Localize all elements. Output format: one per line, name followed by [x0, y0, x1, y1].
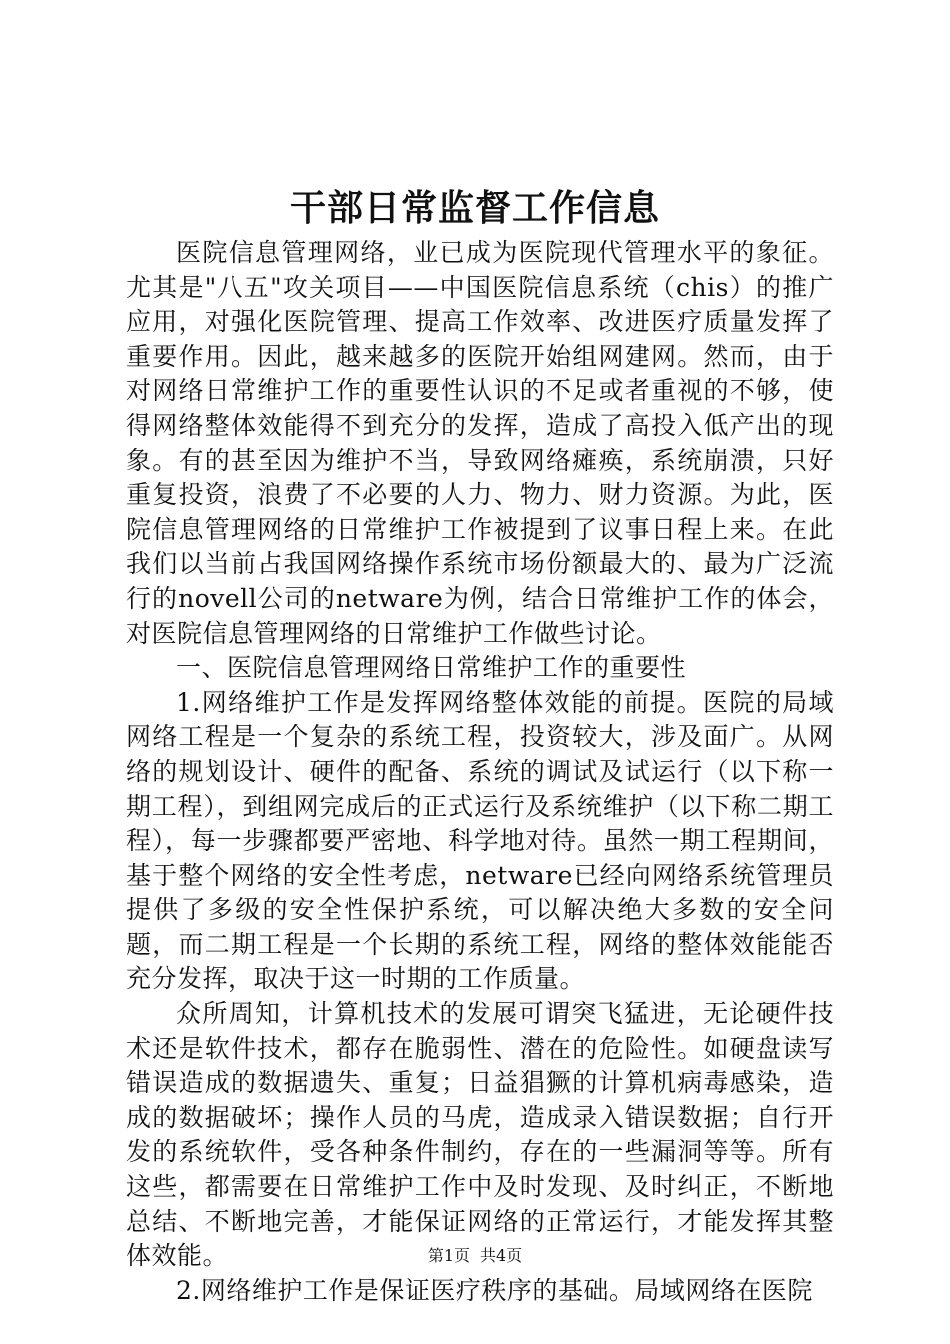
page-footer [0, 1244, 950, 1268]
document-body [126, 236, 834, 1308]
paragraph-tech-risks: 众所周知，计算机技术的发展可谓突飞猛进，无论硬件技术还是软件技术，都存在脆弱性、潜在的危险性。如硬盘读写错误造成的数据遗失、重复；日益猖獗的计算机病毒感染，造成的数据破坏；操作人员的马虎，造成录入错误数据；自行开发的系统软件，受各种条件制约，存在的一些漏洞等等。所有这些，都需要在日常维护工作中及时发现、及时纠正，不断地总结、不断地完善，才能保证网络的正常运行，才能发挥其整体效能。 [126, 999, 834, 1271]
page-number: 第1页 [427, 1246, 470, 1265]
section-heading-importance: 一、医院信息管理网络日常维护工作的重要性 [176, 653, 687, 683]
paragraph-point-2: 2.网络维护工作是保证医疗秩序的基础。局域网络在医院 [176, 1275, 813, 1305]
paragraph-point-1: 1.网络维护工作是发挥网络整体效能的前提。医院的局域网络工程是一个复杂的系统工程，投资较大，涉及面广。从网络的规划设计、硬件的配备、系统的调试及试运行（以下称一期工程），到组网完成后的正式运行及系统维护（以下称二期工程），每一步骤都要严密地、科学地对待。虽然一期工程期间，基于整个网络的安全性考虑，netware已经向网络系统管理员提供了多级的安全性保护系统，可以解决绝大多数的安全问题，而二期工程是一个长期的系统工程，网络的整体效能能否充分发挥，取决于这一时期的工作质量。 [126, 687, 834, 994]
document-title: 干部日常监督工作信息 [289, 187, 660, 229]
page-total: 共4页 [480, 1246, 523, 1265]
paragraph-intro: 医院信息管理网络，业已成为医院现代管理水平的象征。尤其是"八五"攻关项目——中国医院信息系统（chis）的推广应用，对强化医院管理、提高工作效率、改进医疗质量发挥了重要作用。因此，越来越多的医院开始组网建网。然而，由于对网络日常维护工作的重要性认识的不足或者重视的不够，使得网络整体效能得不到充分的发挥，造成了高投入低产出的现象。有的甚至因为维护不当，导致网络瘫痪，系统崩溃，只好重复投资，浪费了不必要的人力、物力、财力资源。为此，医院信息管理网络的日常维护工作被提到了议事日程上来。在此我们以当前占我国网络操作系统市场份额最大的、最为广泛流行的novell公司的netware为例，结合日常维护工作的体会，对医院信息管理网络的日常维护工作做些讨论。 [126, 238, 834, 648]
